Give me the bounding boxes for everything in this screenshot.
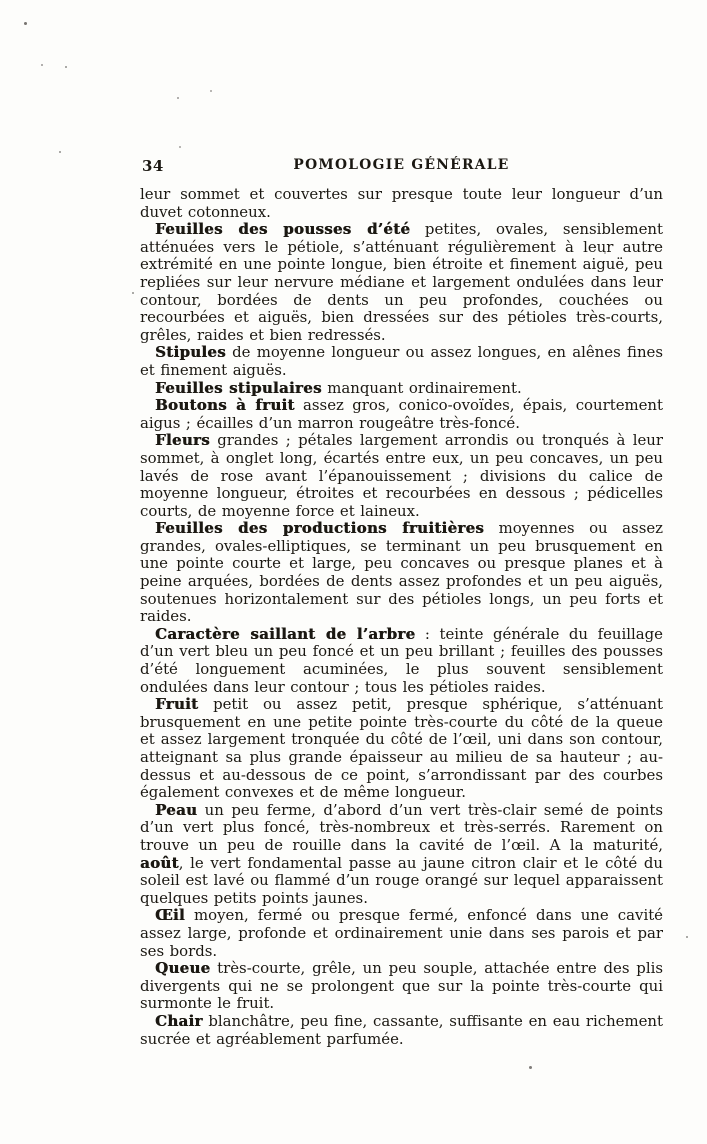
paragraph-text: petites, ovales, sensiblement atténuées vers le pétiole, s’atténuant régulièrement à leur autre extrémité en une pointe longue, bien étroite et finement aiguë, peu repliées sur leur nervure médiane et largement ondulées dans leur contour, bordées de dents un peu profondes, couchées ou recourbées et aiguës, bien dressées sur des pétioles très-courts, grêles, raides et bien redressés.	[140, 220, 663, 344]
paragraph-queue	[140, 960, 663, 1013]
paragraph-text: : teinte générale du feuillage d’un vert bleu un peu foncé et un peu brillant ; feuilles des pousses d’été longuement acuminées, le plus souvent sensiblement ondulées dans leur contour ; tous les pétioles raides.	[140, 624, 663, 696]
lead-fruit: Fruit	[155, 695, 199, 714]
paragraph-feuilles-productions-fruitieres	[140, 520, 663, 626]
paragraph-boutons-a-fruit	[140, 397, 663, 432]
bold-aout: août	[140, 853, 179, 872]
running-title: POMOLOGIE GÉNÉRALE	[293, 157, 510, 173]
paragraph-text: moyennes ou assez grandes, ovales-elliptiques, se terminant un peu brusquement en une pointe courte et large, peu concaves ou presque planes et à peine arquées, bordées de dents assez profondes et un peu aiguës, soutenues horizontalement sur des pétioles longs, un peu forts et raides.	[140, 519, 663, 626]
paragraph-text: de moyenne longueur ou assez longues, en alênes fines et finement aiguës.	[140, 343, 663, 379]
paragraph-text: très-courte, grêle, un peu souple, attachée entre des plis divergents qui ne se prolongent que sur la pointe très-courte qui surmonte le fruit.	[140, 959, 663, 1013]
lead-peau: Peau	[155, 800, 198, 819]
lead-feuilles-pousses-ete: Feuilles des pousses d’été	[155, 220, 411, 239]
text-block	[140, 186, 663, 1048]
lead-fleurs: Fleurs	[155, 431, 210, 450]
lead-feuilles-productions-fruitieres: Feuilles des productions fruitières	[155, 519, 485, 538]
paragraph-text: leur sommet et couvertes sur presque toute leur longueur d’un duvet cotonneux.	[140, 185, 663, 221]
paragraph-fruit	[140, 696, 663, 802]
lead-queue: Queue	[155, 959, 211, 978]
paragraph-text: grandes ; pétales largement arrondis ou tronqués à leur sommet, à onglet long, écartés entre eux, un peu concaves, un peu lavés de rose avant l’épanouissement ; divisions du calice de moyenne longueur, étroites et recourbées en dessous ; pédicelles courts, de moyenne force et laineux.	[140, 431, 663, 520]
paragraph-feuilles-stipulaires	[140, 380, 663, 398]
paragraph-text: , le vert fondamental passe au jaune citron clair et le côté du soleil est lavé ou flammé d’un rouge orangé sur lequel apparaissent quelques petits points jaunes.	[140, 853, 663, 907]
page-number: 34	[142, 157, 164, 175]
paragraph-caractere-saillant	[140, 626, 663, 696]
paragraph-peau	[140, 802, 663, 908]
scan-speck	[210, 90, 212, 92]
paragraph-text: assez gros, conico-ovoïdes, épais, courtement aigus ; écailles d’un marron rougeâtre très-foncé.	[140, 396, 664, 432]
paragraph-text: manquant ordinairement.	[321, 378, 522, 397]
lead-stipules: Stipules	[155, 343, 226, 362]
scan-speck	[65, 66, 67, 68]
scan-speck	[59, 151, 61, 153]
paragraph-stipules	[140, 344, 663, 379]
paragraph-feuilles-pousses-ete	[140, 221, 663, 344]
lead-feuilles-stipulaires: Feuilles stipulaires	[155, 378, 322, 397]
scan-speck	[529, 1066, 532, 1069]
scan-speck	[177, 97, 179, 99]
paragraph-text: un peu ferme, d’abord d’un vert très-clair semé de points d’un vert plus foncé, très-nombreux et très-serrés. Rarement on trouve un peu de rouille dans la cavité de l’œil. A la maturité,	[140, 800, 663, 854]
paragraph-fleurs	[140, 432, 663, 520]
scan-speck	[132, 292, 134, 294]
scan-speck	[179, 146, 181, 148]
paragraph-text: petit ou assez petit, presque sphérique, s’atténuant brusquement en une petite pointe très-courte du côté de la queue et assez largement tronquée du côté de l’œil, uni dans son contour, atteignant sa plus grande épaisseur au milieu de sa hauteur ; au-dessus et au-dessous de ce point, s’arrondissant par des courbes également convexes et de même longueur.	[140, 695, 663, 802]
lead-chair: Chair	[155, 1011, 203, 1030]
scan-speck	[686, 936, 688, 938]
paragraph-continuation	[140, 186, 663, 221]
scan-speck	[24, 22, 27, 25]
lead-caractere-saillant: Caractère saillant de l’arbre	[155, 624, 416, 643]
paragraph-text: moyen, fermé ou presque fermé, enfoncé dans une cavité assez large, profonde et ordinairement unie dans ses parois et par ses bords.	[140, 906, 663, 960]
lead-boutons-a-fruit: Boutons à fruit	[155, 396, 295, 415]
paragraph-chair	[140, 1013, 663, 1048]
running-head	[140, 156, 663, 176]
paragraph-oeil	[140, 907, 663, 960]
scan-speck	[41, 64, 43, 66]
paragraph-text: blanchâtre, peu fine, cassante, suffisante en eau richement sucrée et agréablement parfumée.	[140, 1011, 663, 1048]
lead-oeil: Œil	[155, 906, 185, 925]
